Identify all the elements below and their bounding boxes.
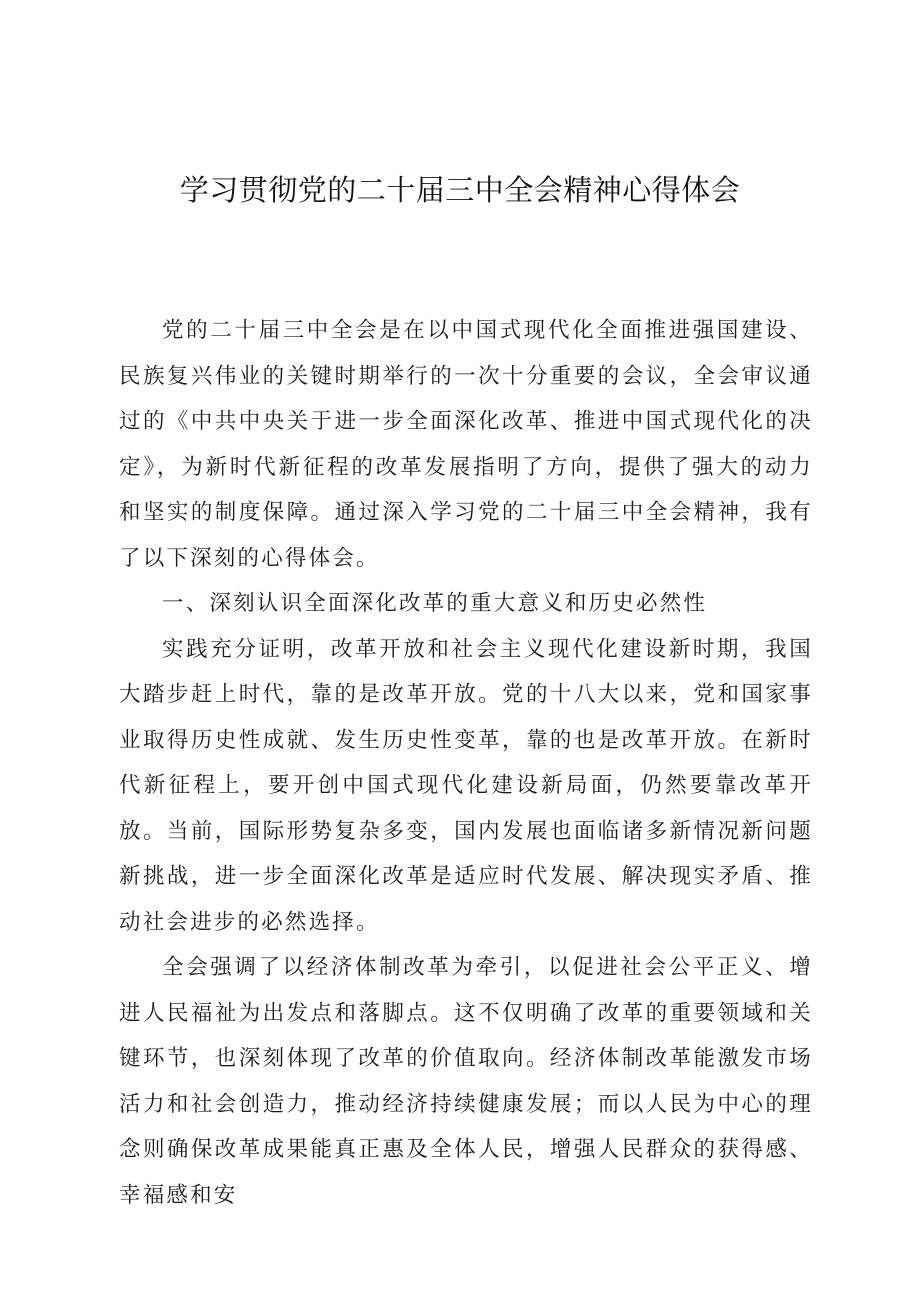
paragraph-practice: 实践充分证明，改革开放和社会主义现代化建设新时期，我国大踏步赶上时代，靠的是改革开放。党的十八大以来，党和国家事业取得历史性成就、发生历史性变革，靠的也是改革开放。在新时代新征程上，要开创中国式现代化建设新局面，仍然要靠改革开放。当前，国际形势复杂多变，国内发展也面临诸多新情况新问题新挑战，进一步全面深化改革是适应时代发展、解决现实矛盾、推动社会进步的必然选择。 (119, 636, 813, 935)
paragraph-plenum-emphasis: 全会强调了以经济体制改革为牵引，以促进社会公平正义、增进人民福祉为出发点和落脚点。这不仅明确了改革的重要领域和关键环节，也深刻体现了改革的价值取向。经济体制改革能激发市场活力和社会创造力，推动经济持续健康发展；而以人民为中心的理念则确保改革成果能真正惠及全体人民，增强人民群众的获得感、幸福感和安 (119, 955, 813, 1208)
section-heading-1: 一、深刻认识全面深化改革的重大意义和历史必然性 (162, 591, 708, 616)
document-body (119, 308, 813, 1218)
paragraph-intro: 党的二十届三中全会是在以中国式现代化全面推进强国建设、民族复兴伟业的关键时期举行的一次十分重要的会议，全会审议通过的《中共中央关于进一步全面深化改革、推进中国式现代化的决定》，为新时代新征程的改革发展指明了方向，提供了强大的动力和坚实的制度保障。通过深入学习党的二十届三中全会精神，我有了以下深刻的心得体会。 (119, 318, 813, 571)
document-title: 学习贯彻党的二十届三中全会精神心得体会 (179, 173, 741, 207)
